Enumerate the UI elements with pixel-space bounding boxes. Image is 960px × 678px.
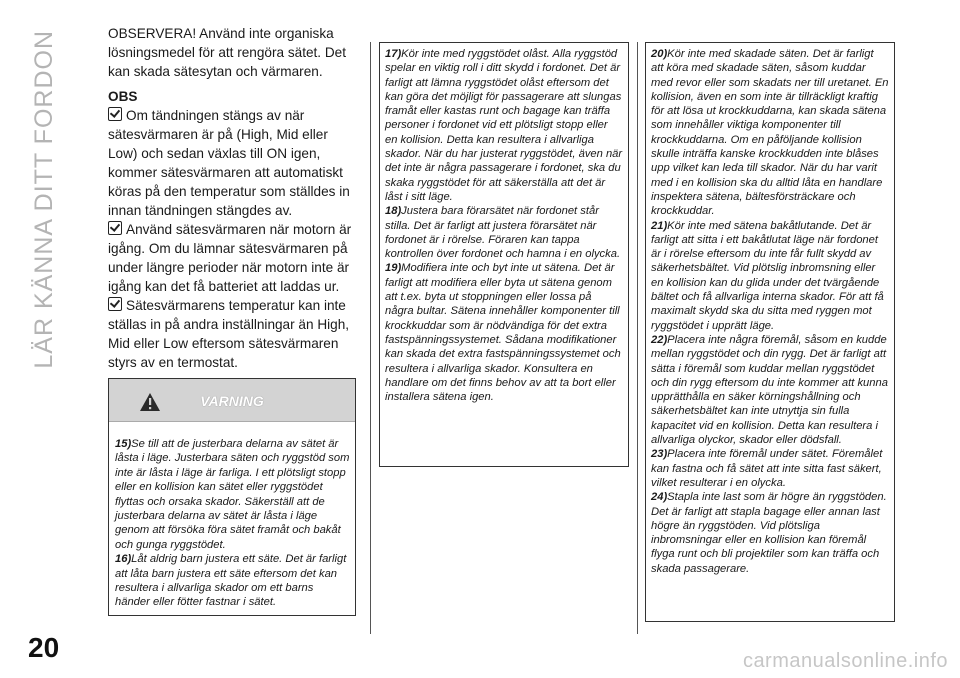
note [651,219,889,333]
obs-item [108,220,356,296]
page-number: 20 [28,632,60,663]
note [651,490,889,576]
note [651,447,889,490]
obs-item-text: Sätesvärmarens temperatur kan inte ställas in på andra inställningar än High, Mid eller Low eftersom sätesvärmaren styrs av en termostat. [108,298,350,370]
note-number: 19) [385,262,402,275]
note-number: 20) [651,48,668,60]
note-text: Stapla inte last som är högre än ryggstöden. Det är farligt att stapla bagage eller annan last högre än ryggstöden. Vid plötsliga inbromsningar eller en kollision kan föremål flyga runt och bli projektiler som kan träffa och skada passagerare. [651,491,887,575]
checkmark-icon [108,297,122,311]
warning-note [115,552,351,610]
note [651,47,889,219]
warning-title: VARNING [200,393,264,409]
note-text: Placera inte några föremål, såsom en kudde mellan ryggstödet och din rygg. Det är farligt att sätta i föremål som kuddar mellan ryggstödet och din rygg eftersom du inte kommer att kunna upprätthålla en säker körningshållning och säkerhetsbältet kan inte utnyttja sin fulla kapacitet vid en kollision. Detta kan resultera i allvarliga olyckor, skador eller dödsfall. [651,333,888,447]
warning-note [115,437,351,552]
note [385,204,623,261]
note-text: Justera bara förarsätet när fordonet står stilla. Det är farligt att justera förarsätet när fordonet är i rörelse. Föraren kan tappa kontrollen över fordonet och hamna i en olycka. [385,205,621,261]
note-text: Kör inte med skadade säten. Det är farligt att köra med skadade säten, såsom kuddar med revor eller som skadats ner till uretanet. En kollision, även en som inte är tillräckligt kraftig för att lösa ut krockkuddarna, kan skada sätena som innehåller viktiga komponenter till krockkuddarna. Om en påföljande kollision skulle inträffa kanske krockkudden inte blåses upp vilket kan leda till skador. När du har varit med i en kollision ska du alltid låta en handlare inspektera sätena, bältesförsträckare och krockkuddar. [651,48,889,218]
note-text: Modifiera inte och byt inte ut sätena. Det är farligt att modifiera eller byta ut sätena genom att t.ex. byta ut stoppningen eller lossa på några bultar. Sätena innehåller komponenter till krockkuddar som är nödvändiga för det extra fastspänningssystemet. Sådana modifikationer kan skada det extra fastspänningssystemet och resultera i allvarliga skador. Konsultera en handlare om det finns behov av att ta bort eller installera sätena igen. [385,262,621,404]
note-text: Låt aldrig barn justera ett säte. Det är farligt att låta barn justera ett säte eftersom det kan resultera i allvarliga skador om ett barns händer eller fötter fastnar i sätet. [115,553,347,609]
checkmark-icon [108,221,122,235]
main-text-column [108,24,356,372]
observera-paragraph: OBSERVERA! Använd inte organiska lösningsmedel för att rengöra sätet. Det kan skada sätesytan och värmaren. [108,26,347,79]
note-number: 22) [651,333,668,346]
note [651,333,889,447]
checkmark-icon [108,107,122,121]
notes-box-right [645,42,895,622]
warning-header [109,379,355,422]
obs-item-text: Om tändningen stängs av när sätesvärmaren är på (High, Mid eller Low) och sedan växlas till ON igen, kommer sätesvärmaren att automatiskt köras på den temperatur som ställdes in innan tändningen stängdes av. [108,108,350,218]
note-number: 18) [385,205,402,218]
note-number: 16) [115,553,132,566]
notes-box-middle [379,42,629,467]
note [385,47,623,204]
obs-item [108,296,356,372]
obs-item-text: Använd sätesvärmaren när motorn är igång. Om du lämnar sätesvärmaren på under längre perioder när motorn inte är igång kan det få batteriet att laddas ur. [108,222,352,294]
obs-item [108,106,356,220]
note-number: 24) [651,491,668,504]
note-number: 15) [115,438,132,450]
note-text: Kör inte med sätena bakåtlutande. Det är farligt att sitta i ett bakåtlutat läge när fordonet är i rörelse eftersom du inte får fullt skydd av säkerhetsbältet. Vid plötslig inbromsning eller en kollision kan du glida under det tvärgående bältet och få allvarliga interna skador. För att få maximalt skydd ska du sitta med ryggen mot ryggstödet i upprätt läge. [651,219,884,332]
note-number: 21) [651,219,668,232]
warning-box [108,378,356,616]
side-title-text: LÄR KÄNNA DITT FORDON [29,30,58,369]
note [385,261,623,404]
note-number: 23) [651,448,668,461]
warning-body [115,437,351,610]
note-text: Se till att de justerbara delarna av sätet är låsta i läge. Justerbara säten och ryggstöd som inte är låsta i läge är farliga. I ett plötsligt stopp eller en kollision kan sätet eller ryggstödet flyttas och orsaka skador. Säkerställ att de justerbara delarna av sätet är låsta i läge genom att försöka föra sätet framåt och bakåt och gunga ryggstödet. [115,438,350,551]
note-number: 17) [385,48,402,60]
obs-heading: OBS [108,89,138,104]
note-text: Placera inte föremål under sätet. Föremålet kan fastna och få sätet att inte sitta fast säkert, vilket resulterar i en olycka. [651,448,883,489]
column-divider [370,42,371,634]
section-side-title [16,30,72,369]
note-text: Kör inte med ryggstödet olåst. Alla ryggstöd spelar en viktig roll i ditt skydd i fordonet. Det är farligt att lämna ryggstödet olåst eftersom det kan göra det möjligt för passagerare att slungas framåt eller kastas runt och bagage kan träffa personer i fordonet vid ett plötsligt stopp eller en kollision. Detta kan resultera i allvarliga skador. När du har justerat ryggstödet, även när det inte är några passagerare i fordonet, ska du skaka ryggstödet för att säkerställa att det är låst i sitt läge. [385,48,623,203]
watermark: carmanualsonline.info [742,650,948,672]
column-divider [637,42,638,634]
